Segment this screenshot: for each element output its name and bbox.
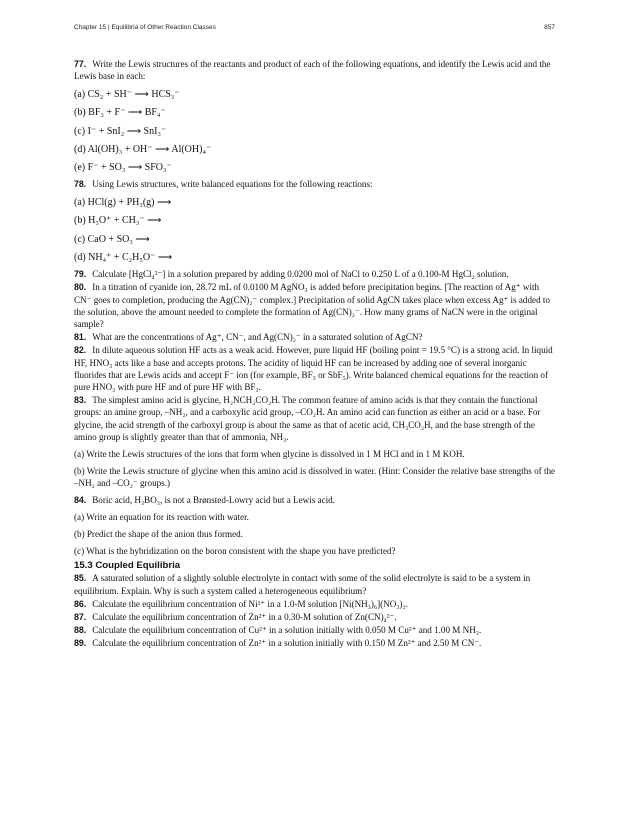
- part-83a: (a) Write the Lewis structures of the ions that form when glycine is dissolved in 1 M HCl and in 1 M KOH.: [74, 448, 465, 459]
- question-number: 78.: [74, 179, 87, 190]
- part-84a: (a) Write an equation for its reaction with water.: [74, 511, 249, 522]
- question-number: 83.: [74, 395, 87, 406]
- question-number: 79.: [74, 269, 87, 280]
- question-86: [74, 598, 558, 610]
- question-89: [74, 637, 558, 649]
- question-number: 87.: [74, 612, 87, 622]
- question-text: Boric acid, H₃BO₃, is not a Brønsted-Lowry acid but a Lewis acid.: [92, 494, 335, 505]
- equation-77d: (d) Al(OH)₃ + OH⁻ ⟶ Al(OH)₄⁻: [74, 143, 212, 155]
- chapter-header: Chapter 15 | Equilibria of Other Reaction Classes: [74, 24, 216, 31]
- question-text: Calculate the equilibrium concentration of Cu²⁺ in a solution initially with 0.050 M Cu²⁺ and 1.00 M NH₃.: [92, 625, 482, 636]
- section-heading: 15.3 Coupled Equilibria: [74, 560, 181, 572]
- question-77: [74, 58, 558, 82]
- question-81: [74, 331, 558, 343]
- question-text: Calculate the equilibrium concentration of Zn²⁺ in a 0.30-M solution of Zn(CN)₄²⁻.: [92, 612, 397, 622]
- question-number: 85.: [74, 573, 87, 584]
- part-83b: (b) Write the Lewis structure of glycine when this amino acid is dissolved in water. (Hint: Consider the relative base strengths of the –NH₂ and –CO₂⁻ groups.): [74, 466, 556, 489]
- question-number: 88.: [74, 625, 87, 636]
- question-88: [74, 624, 558, 636]
- equation-78c: (c) CaO + SO₃ ⟶: [74, 233, 150, 245]
- question-number: 84.: [74, 494, 87, 505]
- question-82: [74, 344, 558, 393]
- question-number: 77.: [74, 59, 87, 69]
- equation-77e: (e) F⁻ + SO₃ ⟶ SFO₃⁻: [74, 162, 172, 174]
- equation-77c: (c) I⁻ + SnI₂ ⟶ SnI₃⁻: [74, 125, 167, 137]
- question-number: 89.: [74, 638, 87, 649]
- page-number: 857: [544, 24, 555, 31]
- question-83: [74, 394, 558, 443]
- question-text: Calculate the equilibrium concentration of Ni²⁺ in a 1.0-M solution [Ni(NH₃)₆](NO₃)₂.: [92, 598, 408, 609]
- equation-78b: (b) H₃O⁺ + CH₃⁻ ⟶: [74, 215, 162, 227]
- part-84b: (b) Predict the shape of the anion thus formed.: [74, 528, 243, 539]
- question-text: What are the concentrations of Ag⁺, CN⁻, and Ag(CN)₂⁻ in a saturated solution of AgCN?: [92, 332, 423, 343]
- equation-78d: (d) NH₄⁺ + C₂H₅O⁻ ⟶: [74, 252, 173, 264]
- question-80: [74, 281, 558, 330]
- question-number: 81.: [74, 332, 87, 343]
- question-78: [74, 178, 558, 190]
- question-number: 82.: [74, 345, 87, 356]
- question-text: Using Lewis structures, write balanced equations for the following reactions:: [92, 179, 373, 190]
- question-text: In a titration of cyanide ion, 28.72 mL of 0.0100 M AgNO₃ is added before precipitation begins. [The reaction of Ag⁺ with CN⁻ goes to completion, producing the Ag(CN)₂⁻ complex.] Precipitation of solid AgCN takes place when excess Ag⁺ is added to the solution, above the amount needed to complete the formation of Ag(CN)₂⁻. How many grams of NaCN were in the original sample?: [74, 282, 550, 329]
- question-text: A saturated solution of a slightly soluble electrolyte in contact with some of the solid electrolyte is said to be a system in equilibrium. Explain. Why is such a system called a heterogeneous equilibrium?: [74, 573, 531, 596]
- exercise-list: [74, 58, 558, 650]
- question-text: The simplest amino acid is glycine, H₂NCH₂CO₂H. The common feature of amino acids is that they contain the functional groups: an amine group, –NH₂, and a carboxylic acid group, –CO₂H. An amino acid can function as either an acid or a base. For glycine, the acid strength of the carboxyl group is about the same as that of acetic acid, CH₃CO₂H, and the base strength of the amino group is slightly greater than that of ammonia, NH₃.: [74, 395, 541, 442]
- question-87: [74, 611, 558, 623]
- part-84c: (c) What is the hybridization on the boron consistent with the shape you have predicted?: [74, 546, 396, 557]
- question-79: [74, 268, 558, 280]
- equation-77b: (b) BF₃ + F⁻ ⟶ BF₄⁻: [74, 107, 166, 119]
- question-text: Write the Lewis structures of the reactants and product of each of the following equations, and identify the Lewis acid and the Lewis base in each:: [74, 59, 551, 82]
- question-number: 80.: [74, 282, 87, 293]
- question-85: [74, 572, 558, 596]
- question-text: Calculate [HgCl₄²⁻] in a solution prepared by adding 0.0200 mol of NaCl to 0.250 L of a 0.100-M HgCl₂ solution.: [92, 269, 509, 280]
- question-84: [74, 494, 558, 506]
- question-text: Calculate the equilibrium concentration of Zn²⁺ in a solution initially with 0.150 M Zn²⁺ and 2.50 M CN⁻.: [92, 638, 482, 649]
- question-text: In dilute aqueous solution HF acts as a weak acid. However, pure liquid HF (boiling point = 19.5 °C) is a strong acid. In liquid HF, HNO₃ acts like a base and accepts protons. The acidity of liquid HF can be increased by adding one of several inorganic fluorides that are Lewis acids and accept F⁻ ion (for example, BF₃ or SbF₅). Write balanced chemical equations for the reaction of pure HNO₃ with pure HF and of pure HF with BF₃.: [74, 345, 553, 392]
- equation-78a: (a) HCl(g) + PH₃(g) ⟶: [74, 196, 172, 208]
- question-number: 86.: [74, 598, 87, 609]
- equation-77a: (a) CS₂ + SH⁻ ⟶ HCS₃⁻: [74, 88, 180, 100]
